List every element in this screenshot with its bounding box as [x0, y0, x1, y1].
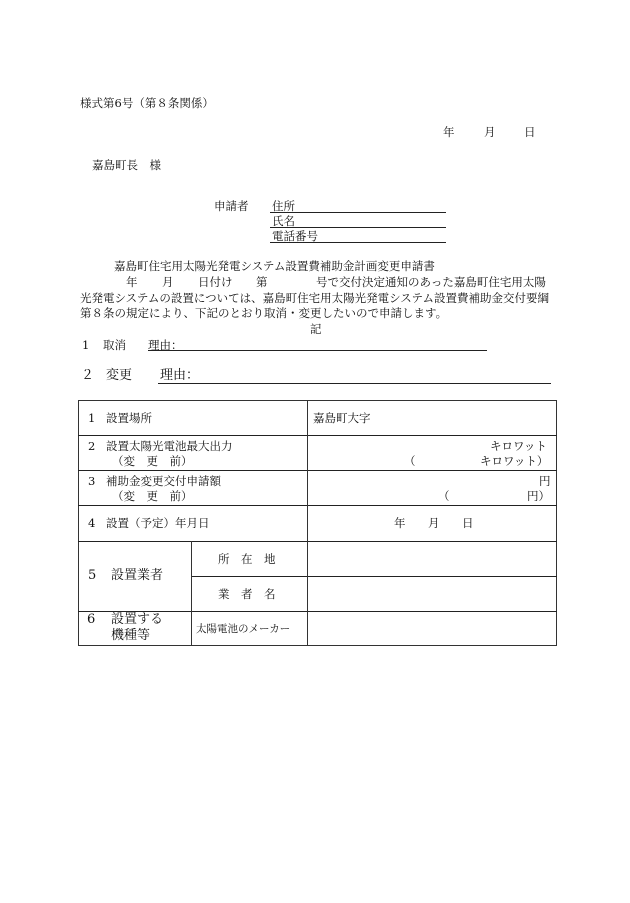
phone-underline — [270, 242, 446, 243]
applicant-label: 申請者 — [214, 199, 249, 213]
row4-label: 設置（予定）年月日 — [106, 516, 210, 530]
applicant-address-label: 住所 — [272, 199, 295, 213]
form-number: 様式第6号（第８条関係） — [80, 96, 214, 110]
row6-label-line2: 機種等 — [111, 628, 151, 643]
row4-day: 日 — [462, 516, 474, 530]
row4-year: 年 — [394, 516, 406, 530]
address-underline — [270, 212, 446, 213]
row5-sub-address: 所 在 地 — [218, 552, 276, 566]
row3-unit-before: 円） — [527, 489, 550, 503]
row2-sub: （変 更 前） — [112, 454, 193, 468]
row4-number: 4 — [88, 516, 96, 530]
date-year-label: 年 — [443, 125, 455, 139]
item2-label: 変更 — [106, 368, 133, 383]
item2-reason-line — [158, 383, 551, 384]
row1-number: 1 — [88, 411, 96, 425]
row5-number: 5 — [88, 568, 97, 583]
item1-label: 取消 — [103, 338, 126, 352]
body-line1-rest: 号で交付決定通知のあった嘉島町住宅用太陽 — [316, 275, 546, 289]
row5-sub-company: 業 者 名 — [218, 587, 276, 601]
item1-number: 1 — [82, 338, 90, 352]
row4-month: 月 — [428, 516, 440, 530]
body-date: 日付け — [198, 275, 233, 289]
addressee: 嘉島町長 様 — [92, 158, 161, 172]
item2-reason-label: 理由： — [160, 368, 200, 383]
row6-label-line1: 設置する — [111, 612, 164, 627]
row3-number: 3 — [88, 474, 96, 488]
row5-label: 設置業者 — [111, 568, 164, 583]
body-month: 月 — [162, 275, 174, 289]
document-title: 嘉島町住宅用太陽光発電システム設置費補助金計画変更申請書 — [114, 259, 435, 273]
row3-sub: （変 更 前） — [112, 489, 193, 503]
body-year: 年 — [126, 275, 138, 289]
row1-value: 嘉島町大字 — [313, 411, 371, 425]
row3-paren-open: （ — [438, 489, 450, 503]
item2-number: ２ — [81, 368, 95, 383]
row3-label: 補助金変更交付申請額 — [106, 474, 221, 488]
row6-number: 6 — [87, 612, 96, 627]
item1-reason-label: 理由： — [148, 338, 183, 352]
ki-note-marker: 記 — [310, 322, 322, 336]
row3-unit: 円 — [539, 474, 551, 488]
row1-label: 設置場所 — [106, 411, 152, 425]
applicant-phone-label: 電話番号 — [272, 229, 318, 243]
row2-label: 設置太陽光電池最大出力 — [106, 439, 233, 453]
row2-number: 2 — [88, 439, 96, 453]
row6-sub: 太陽電池のメーカー — [196, 623, 291, 635]
item1-reason-line — [148, 350, 487, 351]
row2-unit: キロワット — [490, 439, 547, 453]
body-line2: 光発電システムの設置については、嘉島町住宅用太陽光発電システム設置費補助金交付要綱 — [80, 291, 549, 305]
name-underline — [270, 227, 446, 228]
date-month-label: 月 — [484, 125, 496, 139]
date-day-label: 日 — [524, 125, 536, 139]
row2-paren-open: （ — [404, 454, 416, 468]
applicant-name-label: 氏名 — [272, 214, 295, 228]
row2-unit-before: キロワット） — [480, 454, 549, 468]
body-line3: 第８条の規定により、下記のとおり取消・変更したいので申請します。 — [80, 306, 448, 320]
body-no: 第 — [256, 275, 268, 289]
